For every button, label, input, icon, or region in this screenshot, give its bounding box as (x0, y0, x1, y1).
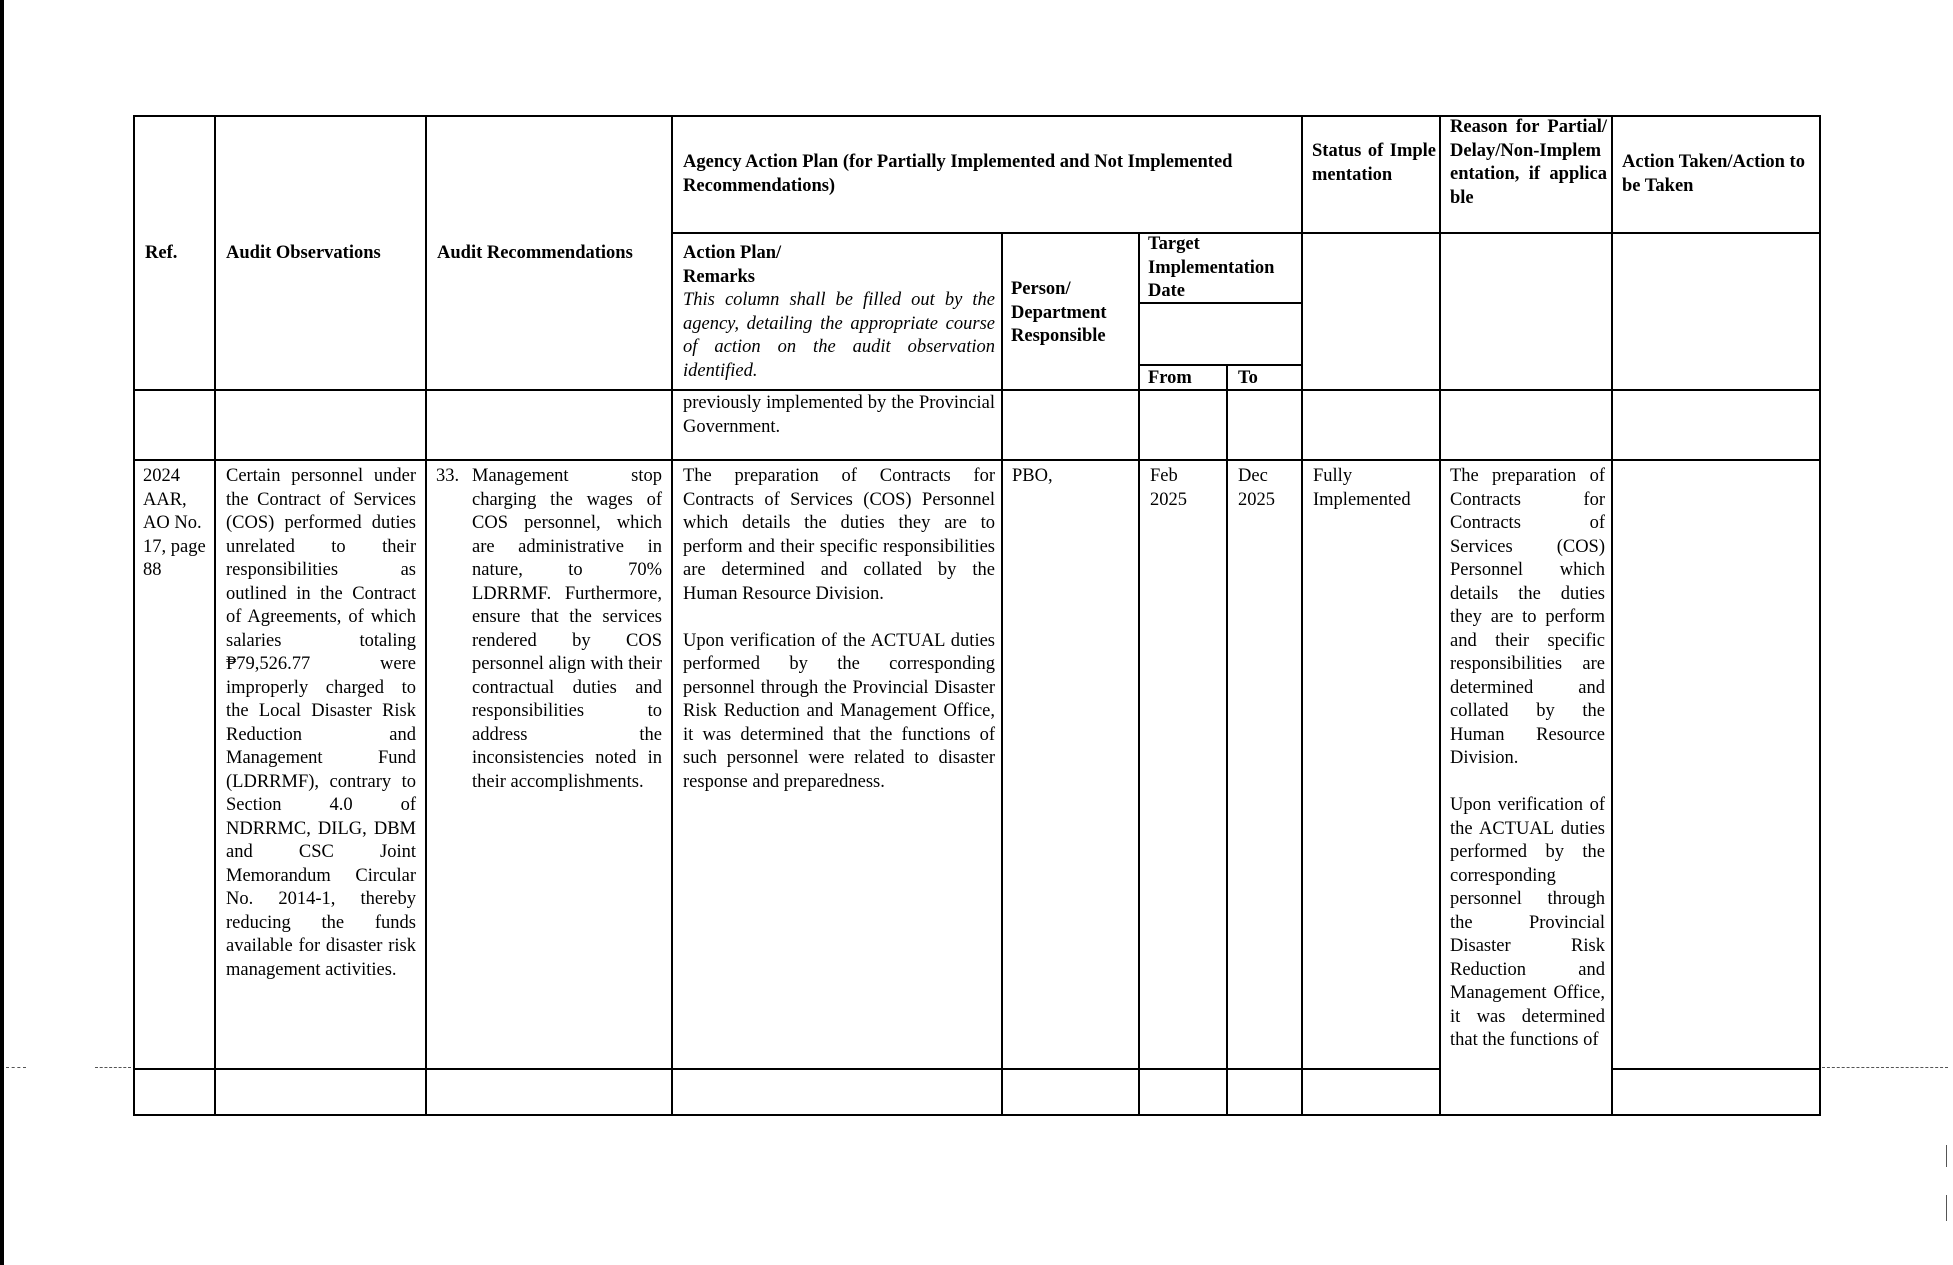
header-to: To (1238, 368, 1258, 388)
header-action-plan-note: This column shall be filled out by the agency, detailing the appropriate course of action on the audit observation identified. (683, 290, 995, 381)
col-divider (671, 115, 673, 1116)
row-date-to: Dec 2025 (1238, 466, 1275, 510)
page-break-dash-right (1822, 1067, 1948, 1068)
table-border-right (1819, 115, 1821, 1116)
page-break-dash-left2 (95, 1067, 131, 1068)
header-action-plan (683, 242, 995, 383)
row-reason (1450, 465, 1605, 1113)
row-status: Fully Implemented (1313, 466, 1411, 510)
row-person-responsible: PBO, (1012, 466, 1053, 486)
row-action-plan (683, 465, 995, 794)
col-divider (1439, 115, 1441, 1116)
row-divider (133, 1068, 1439, 1070)
page-edge-tick (1946, 1195, 1947, 1221)
continued-action-plan: previously implemented by the Provincial Government. (683, 393, 995, 437)
col-divider (1301, 115, 1303, 1116)
header-status: Status of Implementation (1312, 141, 1436, 185)
row-recommendation: Management stop charging the wages of COS personnel, which are administrative in nature, to 70% LDRRMF. Furthermore, ensure that the services rendered by COS personnel align with their contractual duties and responsibilities to address the inconsistencies noted in their accomplishments. (472, 466, 662, 792)
header-audit-observations: Audit Observations (226, 243, 381, 263)
page-left-edge (0, 0, 4, 1265)
row-divider (1138, 364, 1303, 366)
row-divider (1611, 1068, 1821, 1070)
page-break-dash-left (6, 1067, 26, 1068)
row-reason-paragraph: The preparation of Contracts for Contracts of Services (COS) Personnel which details the duties they are to perform and their specific responsibilities are determined and collated by the Human Resource Division. (1450, 466, 1605, 768)
row-divider (133, 389, 1821, 391)
col-divider (214, 115, 216, 1116)
header-ref: Ref. (145, 243, 178, 263)
header-audit-recommendations: Audit Recommendations (437, 243, 633, 263)
row-divider (133, 459, 1821, 461)
row-action-plan-paragraph: Upon verification of the ACTUAL duties performed by the corresponding personnel through the Provincial Disaster Risk Reduction and Management Office, it was determined that the functions of such personnel were related to disaster response and preparedness. (683, 630, 995, 792)
col-divider (425, 115, 427, 1116)
col-divider (1226, 365, 1228, 1116)
row-reason-paragraph: Upon verification of the ACTUAL duties performed by the corresponding personnel through the Provincial Disaster Risk Reduction and Management Office, it was determined that the functions of (1450, 795, 1605, 1050)
header-action-taken: Action Taken/Action to be Taken (1622, 152, 1805, 196)
page-edge-tick (1946, 1145, 1947, 1167)
header-target-date: Target Implementation Date (1148, 234, 1275, 301)
row-observation: Certain personnel under the Contract of Services (COS) performed duties unrelated to their responsibilities as outlined in the Contract of Agreements, of which salaries totaling ₱79,526.77 were improperly charged to the Local Disaster Risk Reduction and Management Fund (LDRRMF), contrary to Section 4.0 of NDRRMC, DILG, DBM and CSC Joint Memorandum Circular No. 2014-1, thereby reducing the funds available for disaster risk management activities. (226, 466, 416, 980)
col-divider (1611, 115, 1613, 1116)
header-reason: Reason for Partial/Delay/Non-Implementation, if applicable (1450, 117, 1607, 208)
row-date-from: Feb 2025 (1150, 466, 1187, 510)
header-from: From (1148, 368, 1192, 388)
header-action-plan-title: Action Plan/ Remarks (683, 243, 782, 287)
row-recommendation-number: 33. (436, 466, 460, 486)
col-divider (1001, 232, 1003, 1116)
header-person-responsible: Person/ Department Responsible (1011, 279, 1107, 346)
table-border-bottom (133, 1114, 1821, 1116)
row-action-plan-paragraph: The preparation of Contracts for Contracts of Services (COS) Personnel which details the duties they are to perform and their specific responsibilities are determined and collated by the Human Resource Division. (683, 466, 995, 604)
row-ref: 2024 AAR, AO No. 17, page 88 (143, 466, 206, 580)
table-border-left (133, 115, 135, 1116)
header-agency-action-plan: Agency Action Plan (for Partially Implemented and Not Implemented Recommendations) (683, 152, 1233, 196)
